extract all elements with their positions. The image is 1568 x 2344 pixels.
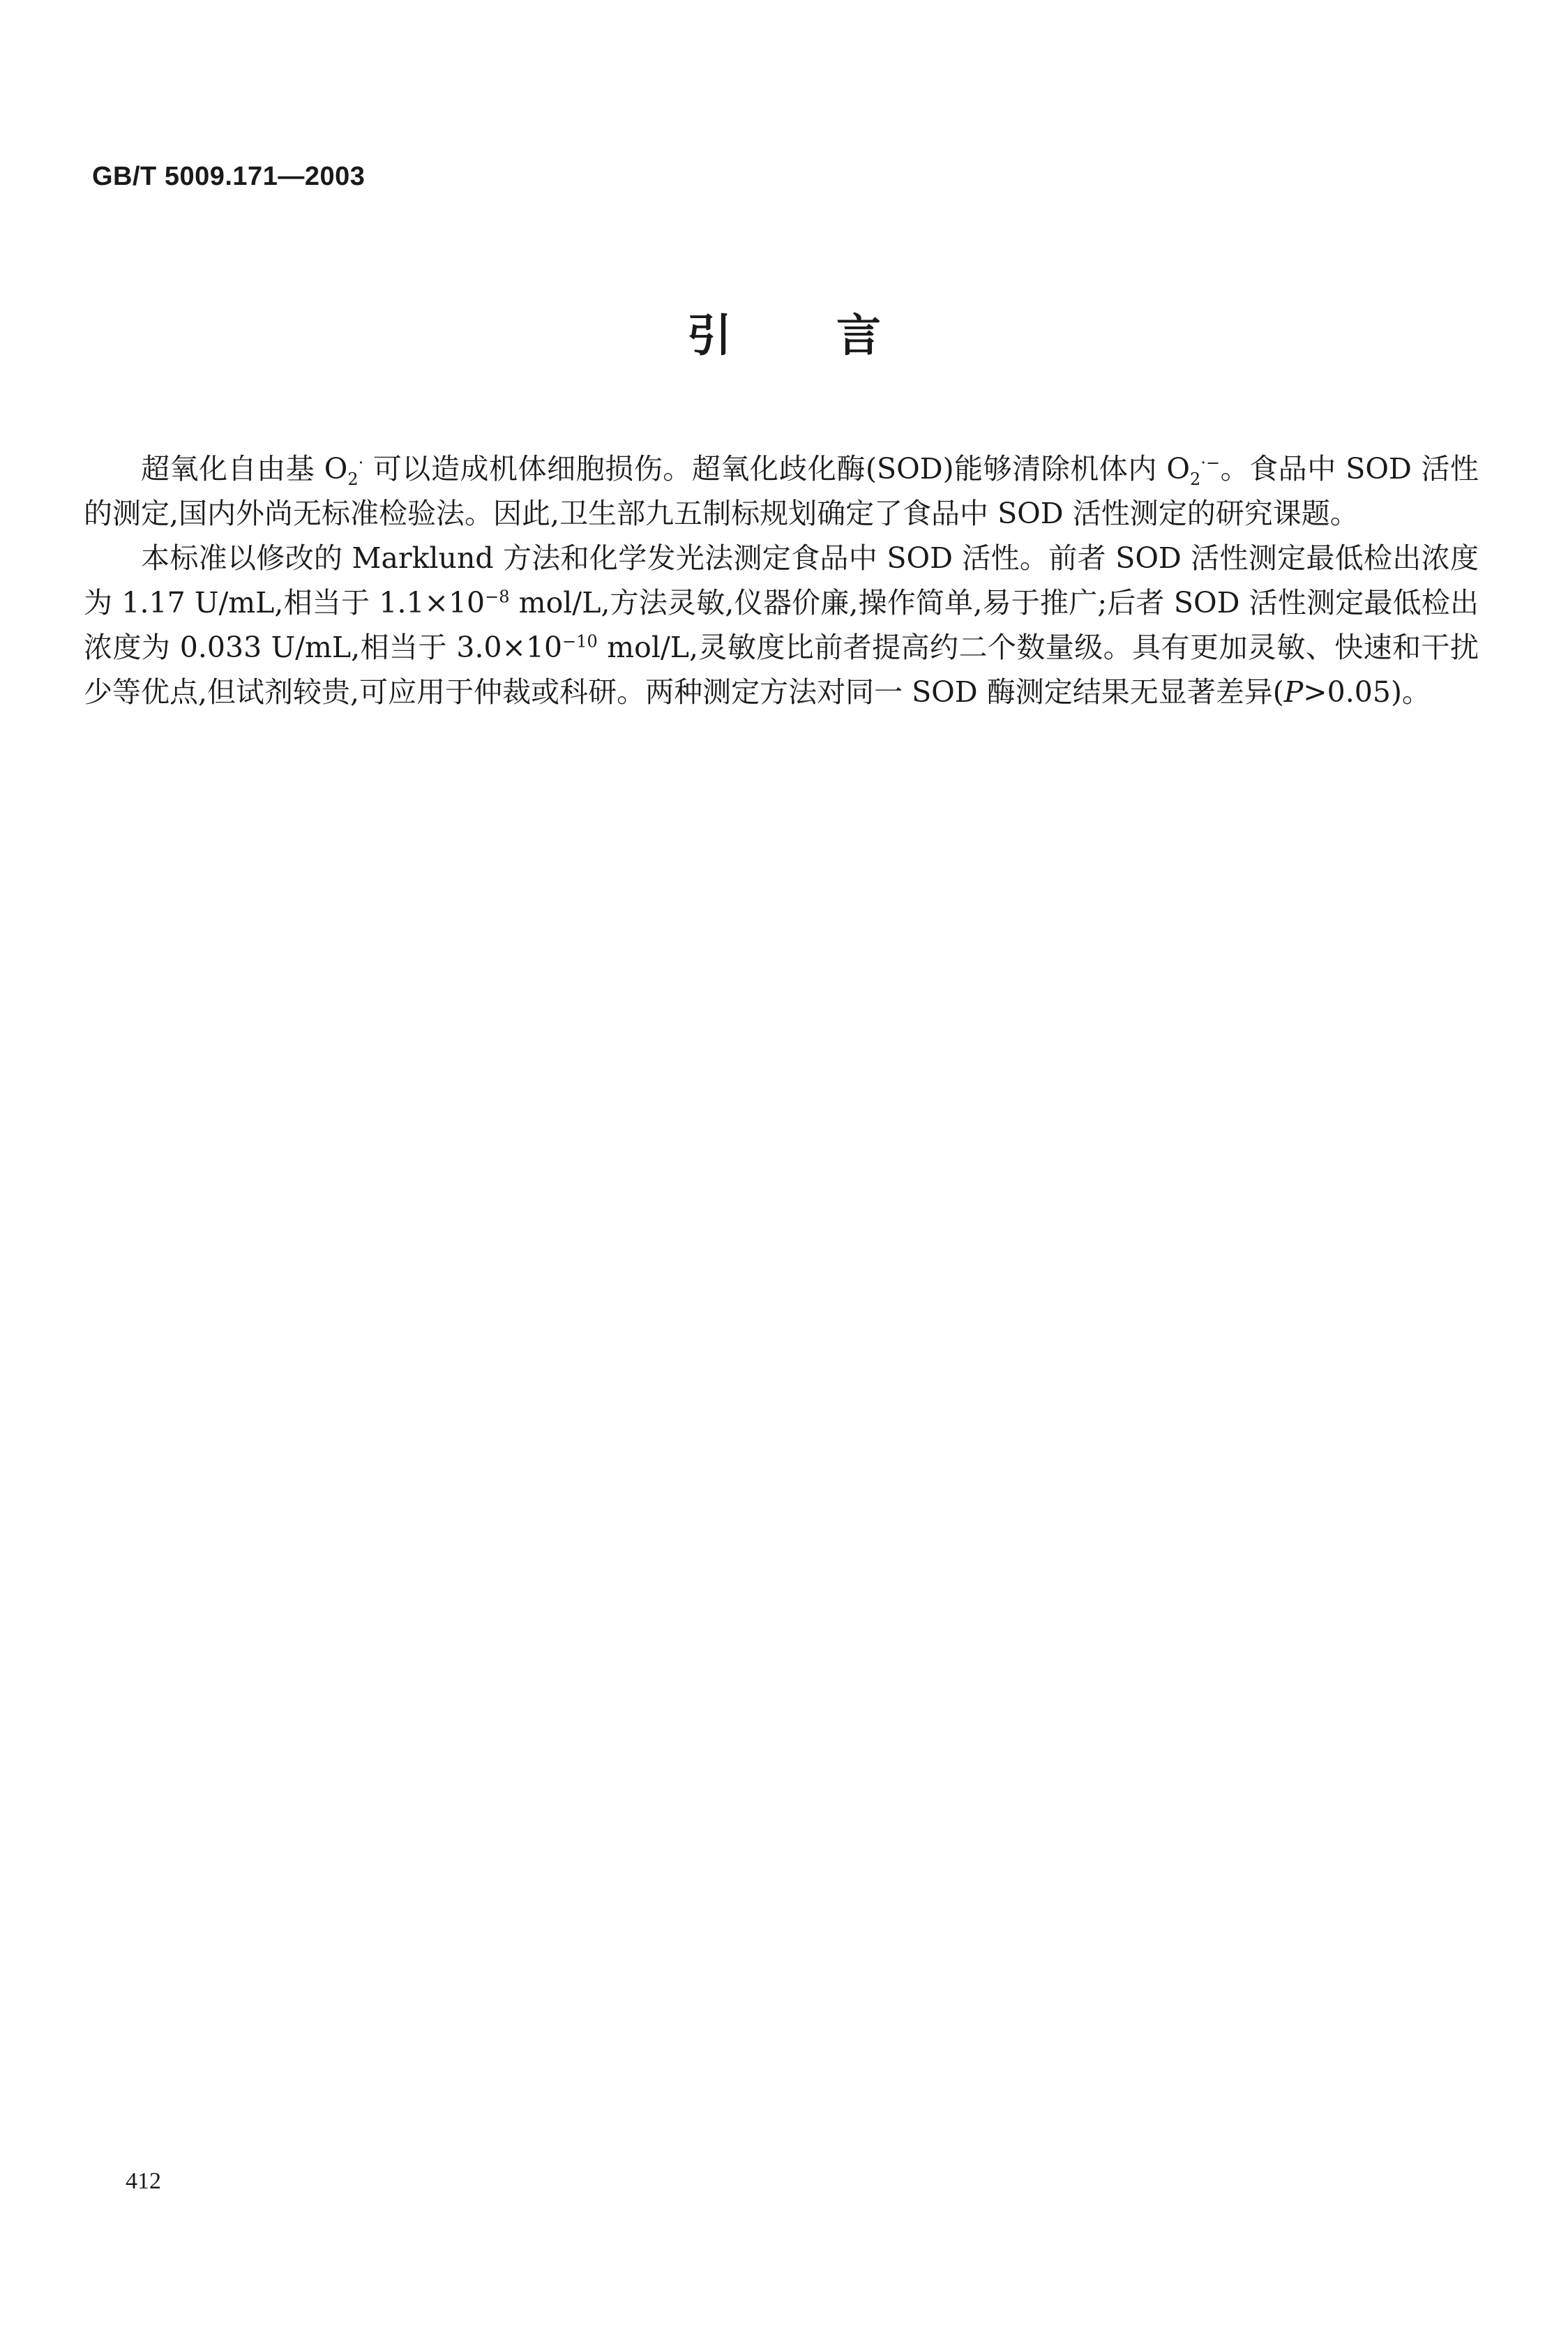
page-title: 引言	[687, 310, 986, 362]
p1-sup-a: ·	[358, 453, 364, 473]
standard-code: GB/T 5009.171—2003	[92, 162, 365, 191]
p2-text-d: >0.05)。	[1303, 675, 1431, 709]
p1-sub-b: 2	[1190, 469, 1201, 490]
paragraph-1	[84, 446, 1479, 536]
p1-sup-b: ·−	[1200, 453, 1221, 473]
p1-text-b: 可以造成机体细胞损伤。超氧化歧化酶(SOD)能够清除机体内 O	[363, 452, 1191, 486]
p2-sup-a: −8	[485, 587, 510, 607]
p1-sub-a: 2	[347, 469, 359, 490]
p2-text-a: 本标准以修改的 Marklund 方法和化学发光法测定食品中 SOD 活性。前者 SOD 活性测定最低检出浓度为 1.17 U/mL,相当于 1.1×10	[84, 541, 1479, 619]
p2-text-c: mol/L,灵敏度比前者提高约二个数量级。具有更加灵敏、快速和干扰少等优点,但试剂较贵,可应用于仲裁或科研。两种测定方法对同一 SOD 酶测定结果无显著差异(	[84, 631, 1479, 709]
p2-italic-p: P	[1283, 675, 1304, 709]
paragraph-2	[84, 536, 1479, 714]
p1-text-a: 超氧化自由基 O	[141, 452, 348, 486]
p2-text-b: mol/L,方法灵敏,仪器价廉,操作简单,易于推广;后者 SOD 活性测定最低检出浓度为 0.033 U/mL,相当于 3.0×10	[84, 586, 1479, 664]
p1-text-c: 。食品中 SOD 活性的测定,国内外尚无标准检验法。因此,卫生部九五制标规划确定了食品中 SOD 活性测定的研究课题。	[84, 452, 1479, 530]
p2-sup-b: −10	[562, 631, 598, 652]
page-number: 412	[126, 2168, 161, 2194]
body-text	[84, 446, 1479, 714]
